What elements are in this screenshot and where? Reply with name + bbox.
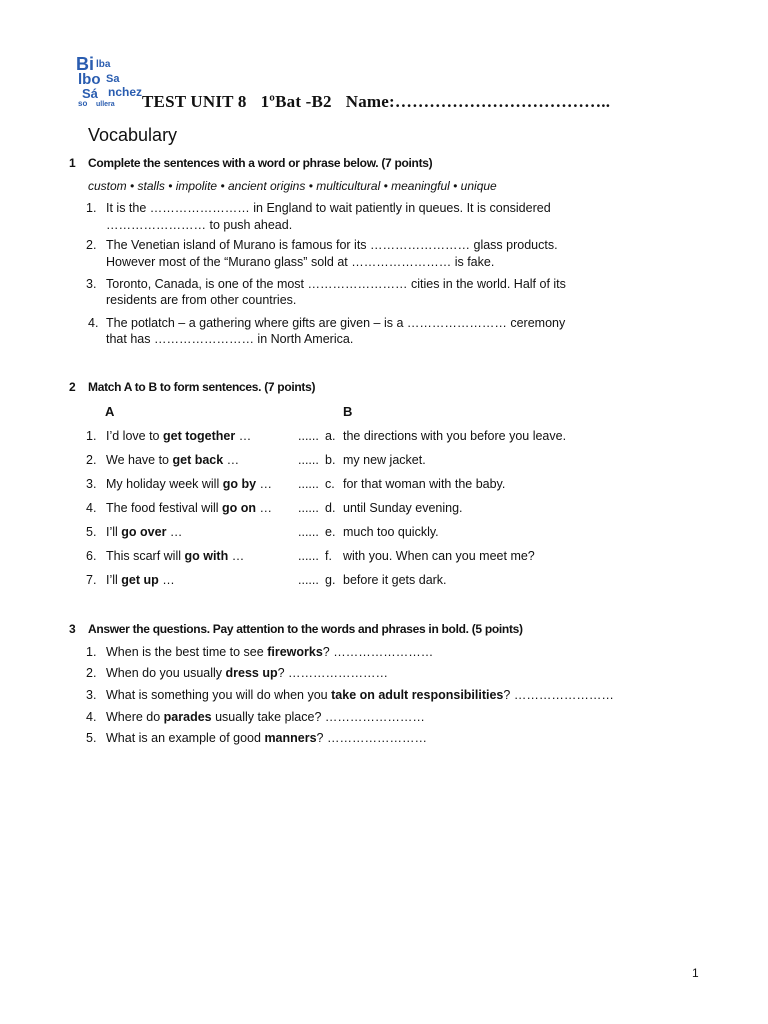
section-title: Vocabulary [88, 125, 178, 145]
match-answer-blank[interactable]: ...... [298, 525, 319, 539]
phrasal-verb: go over [121, 525, 167, 539]
test-level: 1ºBat -B2 [260, 92, 332, 111]
q1-item-1-line2: …………………… to push ahead. [106, 218, 293, 232]
match-answer-blank[interactable]: ...... [298, 477, 319, 491]
question-number: 1. [86, 645, 97, 659]
match-a-text: The food festival will go on … [106, 501, 273, 515]
match-a-text: I’ll go over … [106, 525, 183, 539]
match-a-text: We have to get back … [106, 453, 240, 467]
question-number: 5. [86, 731, 97, 745]
match-answer-blank[interactable]: ...... [298, 453, 319, 467]
question-text[interactable]: Where do parades usually take place? …………………… [106, 710, 425, 724]
q1-item-4-line2: that has …………………… in North America. [106, 332, 354, 346]
q1-item-3-line1: Toronto, Canada, is one of the most …………………… cities in the world. Half of its [106, 277, 566, 291]
svg-text:Sá: Sá [82, 86, 98, 101]
name-field[interactable]: Name:……………………………….. [345, 92, 611, 111]
question-text[interactable]: What is something you will do when you take on adult responsibilities? …………………… [106, 688, 614, 702]
svg-text:Sa: Sa [106, 73, 120, 85]
match-answer-blank[interactable]: ...... [298, 429, 319, 443]
phrasal-verb: go with [184, 549, 229, 563]
match-b-text: for that woman with the baby. [343, 477, 506, 491]
question-text[interactable]: When is the best time to see fireworks? …………………… [106, 645, 434, 659]
match-number: 3. [86, 477, 97, 491]
match-number: 6. [86, 549, 97, 563]
match-a-text: I’d love to get together … [106, 429, 252, 443]
match-b-text: much too quickly. [343, 525, 439, 539]
q1-item-4-line1: The potlatch – a gathering where gifts are given – is a …………………… ceremony [106, 316, 566, 330]
svg-text:lbo: lbo [78, 71, 101, 88]
match-b-text: the directions with you before you leave. [343, 429, 567, 443]
question-number: 3. [86, 688, 97, 702]
page-number: 1 [692, 966, 699, 980]
question-number: 2. [86, 666, 97, 680]
match-b-text: before it gets dark. [343, 573, 447, 587]
q1-item-2-line2: However most of the “Murano glass” sold at …………………… is fake. [106, 255, 495, 269]
bold-phrase: manners [264, 731, 317, 745]
match-letter: a. [325, 429, 336, 443]
match-answer-blank[interactable]: ...... [298, 501, 319, 515]
match-letter: c. [325, 477, 335, 491]
bold-phrase: dress up [225, 666, 278, 680]
match-answer-blank[interactable]: ...... [298, 549, 319, 563]
phrasal-verb: get up [121, 573, 159, 587]
match-letter: e. [325, 525, 336, 539]
match-number: 1. [86, 429, 97, 443]
match-number: 2. [86, 453, 97, 467]
match-answer-blank[interactable]: ...... [298, 573, 319, 587]
column-a-heading: A [105, 404, 115, 419]
match-letter: g. [325, 573, 336, 587]
match-number: 4. [86, 501, 97, 515]
match-number: 5. [86, 525, 97, 539]
match-a-text: This scarf will go with … [106, 549, 245, 563]
match-a-text: My holiday week will go by … [106, 477, 273, 491]
phrasal-verb: get back [172, 453, 224, 467]
svg-text:so: so [78, 99, 88, 108]
test-title: TEST UNIT 8 [142, 92, 247, 111]
svg-text:ullera: ullera [96, 101, 115, 108]
match-b-text: with you. When can you meet me? [343, 549, 535, 563]
match-b-text: my new jacket. [343, 453, 426, 467]
q2-number: 2 [69, 380, 76, 394]
question-number: 4. [86, 710, 97, 724]
q1-instruction: Complete the sentences with a word or phrase below. (7 points) [88, 156, 433, 170]
match-letter: d. [325, 501, 336, 515]
school-logo [76, 54, 143, 108]
test-header [142, 92, 610, 112]
q1-item-3-line2: residents are from other countries. [106, 293, 297, 307]
column-b-heading: B [343, 404, 353, 419]
q3-number: 3 [69, 622, 76, 636]
question-text[interactable]: When do you usually dress up? …………………… [106, 666, 389, 680]
svg-text:Bi: Bi [76, 54, 94, 74]
svg-text:nchez: nchez [108, 85, 143, 99]
svg-text:lba: lba [96, 59, 111, 70]
bold-phrase: take on adult responsibilities [331, 688, 504, 702]
question-text[interactable]: What is an example of good manners? …………………… [106, 731, 427, 745]
match-letter: f. [325, 549, 332, 563]
q1-number: 1 [69, 156, 76, 170]
match-b-text: until Sunday evening. [343, 501, 463, 515]
match-number: 7. [86, 573, 97, 587]
q1-item-2-line1: The Venetian island of Murano is famous for its …………………… glass products. [106, 238, 558, 252]
phrasal-verb: go by [222, 477, 257, 491]
phrasal-verb: get together [162, 429, 236, 443]
q1-item-1-line1: It is the …………………… in England to wait patiently in queues. It is considered [106, 201, 551, 215]
q1-word-bank: custom • stalls • impolite • ancient origins • multicultural • meaningful • unique [88, 179, 497, 193]
match-a-text: I’ll get up … [106, 573, 175, 587]
bold-phrase: fireworks [267, 645, 323, 659]
phrasal-verb: go on [222, 501, 257, 515]
q3-instruction: Answer the questions. Pay attention to the words and phrases in bold. (5 points) [88, 622, 523, 636]
bold-phrase: parades [163, 710, 212, 724]
match-letter: b. [325, 453, 336, 467]
q2-instruction: Match A to B to form sentences. (7 points) [88, 380, 316, 394]
